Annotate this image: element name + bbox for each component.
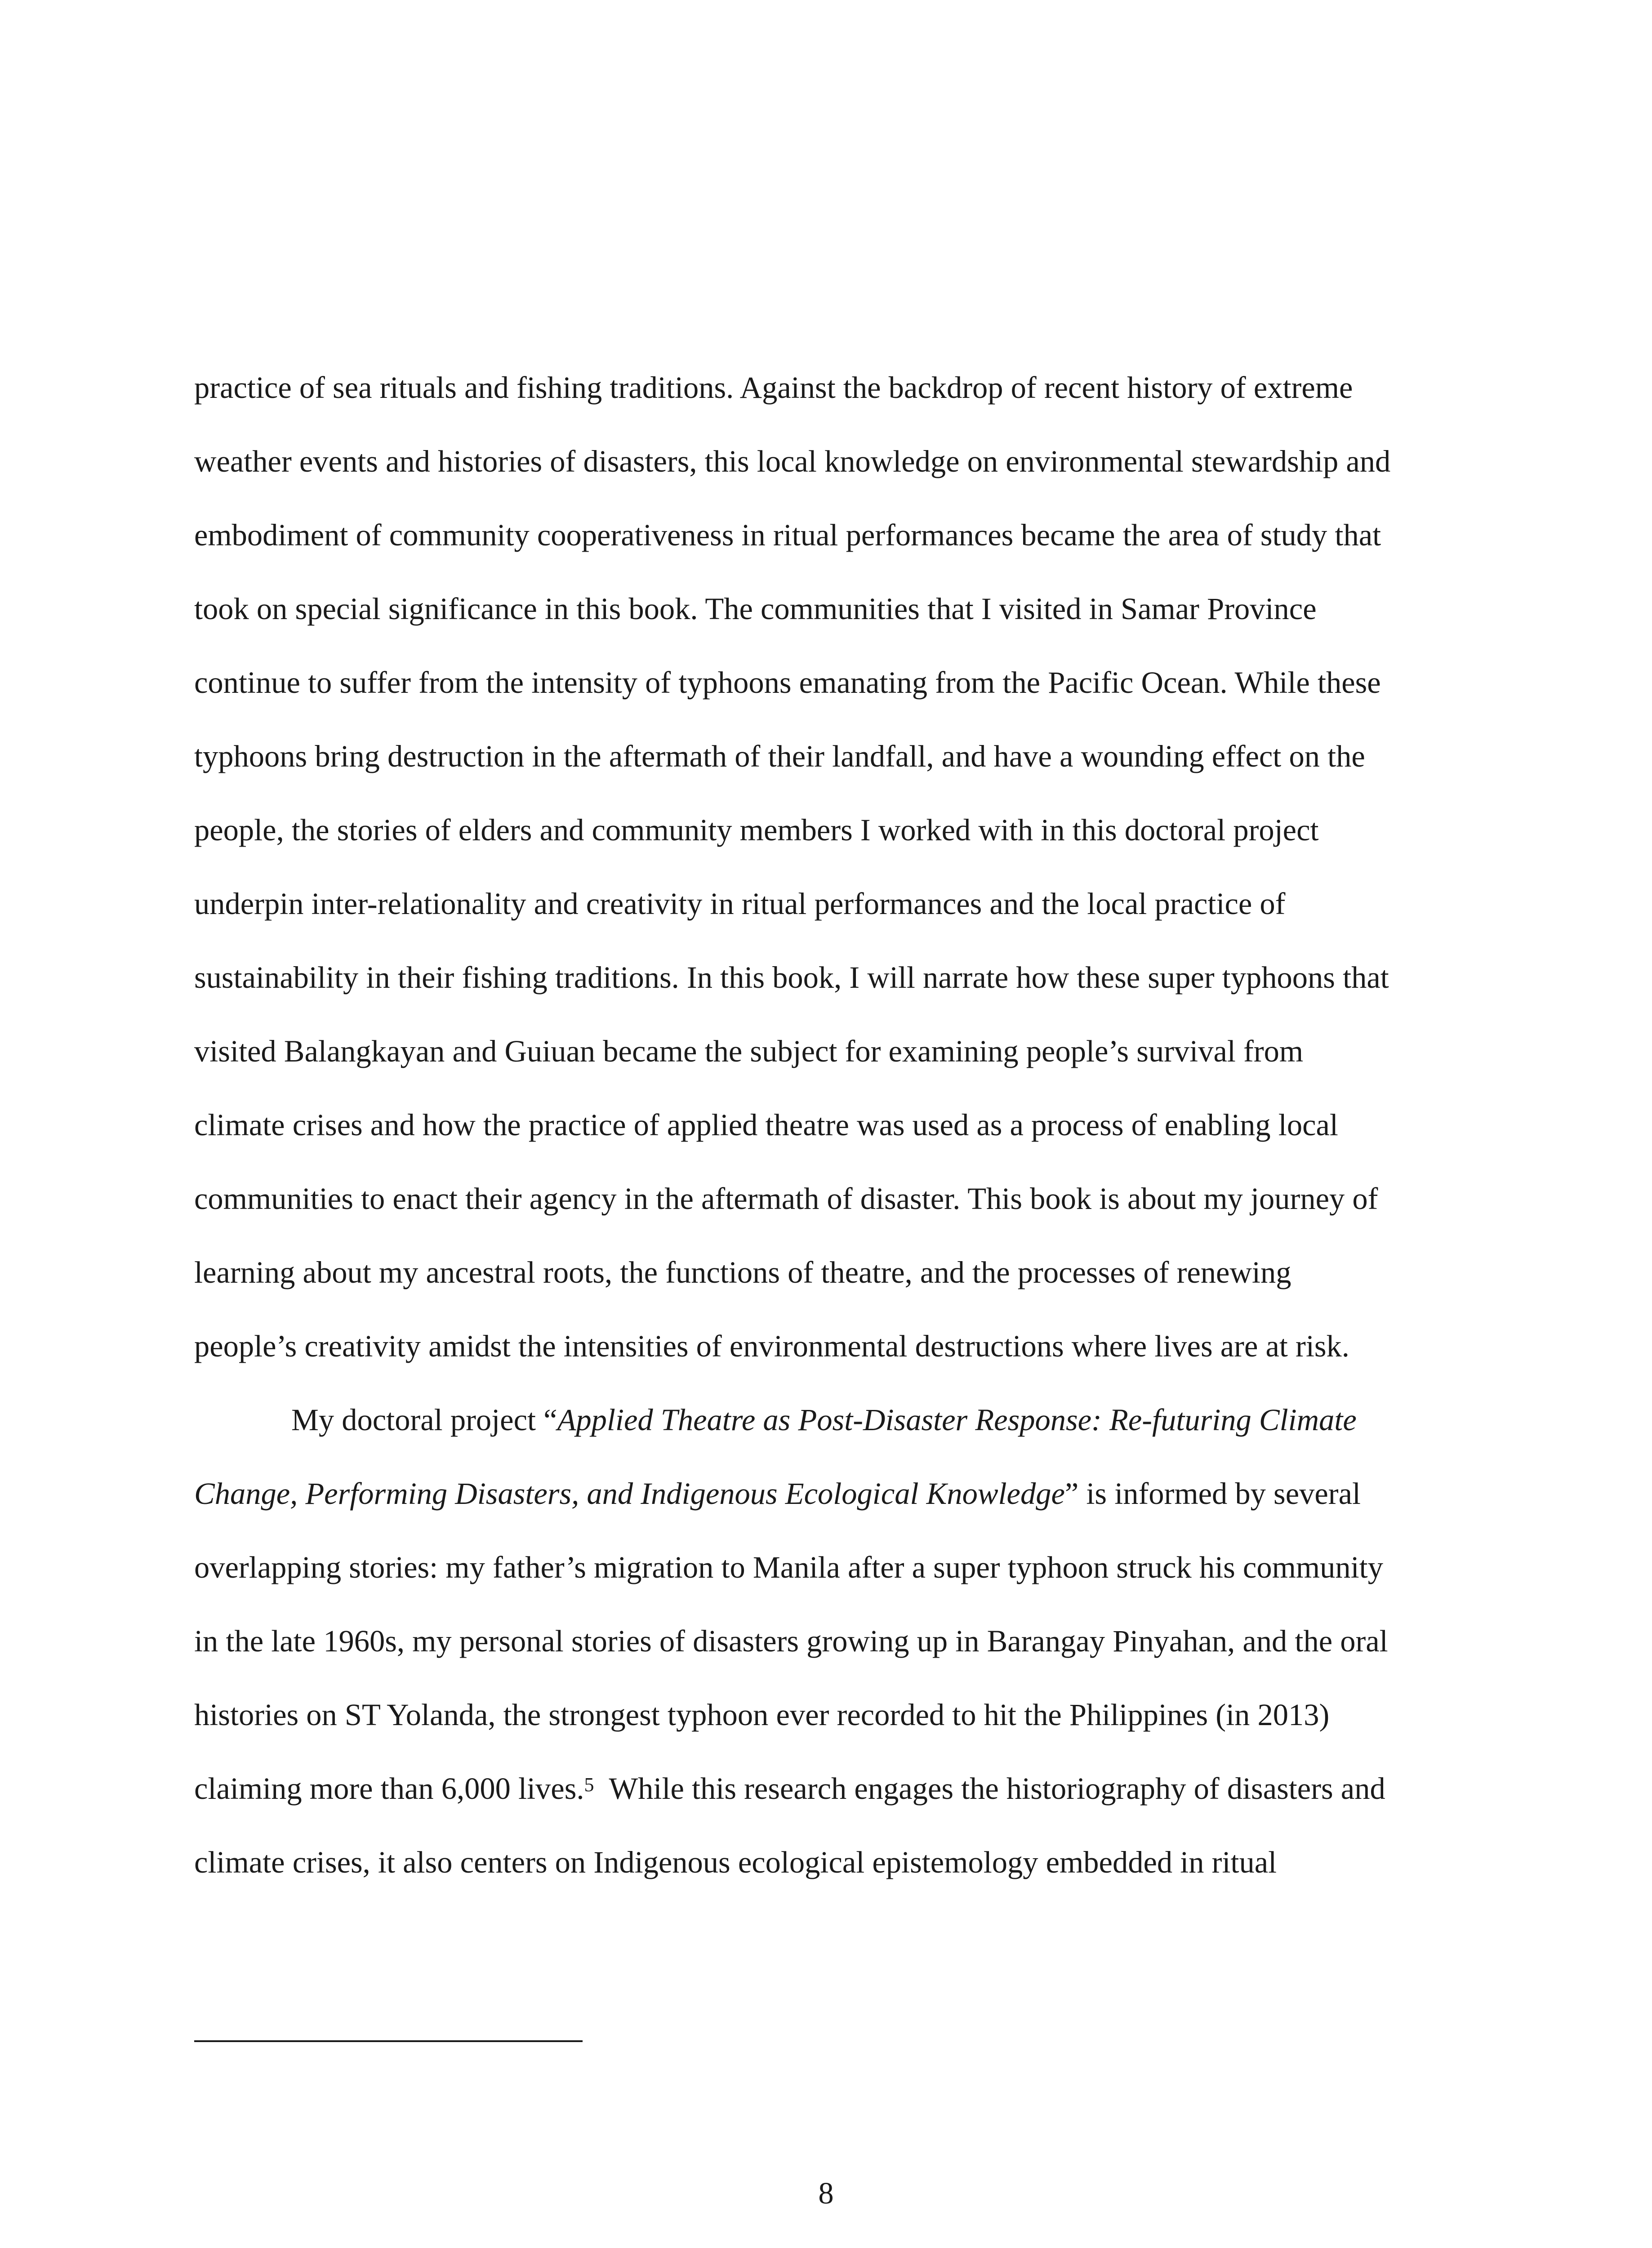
text-line: climate crises and how the practice of applied theatre was used as a process of enabling local <box>194 1108 1338 1142</box>
text-line <box>194 1383 1453 1457</box>
text-line: continue to suffer from the intensity of typhoons emanating from the Pacific Ocean. While these <box>194 665 1381 700</box>
footnote-separator <box>194 2040 583 2042</box>
project-title-italic: Applied Theatre as Post-Disaster Response: Re-futuring Climate <box>557 1403 1357 1437</box>
text-line: communities to enact their agency in the aftermath of disaster. This book is about my journey of <box>194 1182 1378 1216</box>
text-line <box>194 1752 1453 1825</box>
text-line <box>194 1457 1453 1530</box>
text-line: underpin inter-relationality and creativity in ritual performances and the local practice of <box>194 887 1286 921</box>
text-line: visited Balangkayan and Guiuan became the subject for examining people’s survival from <box>194 1034 1304 1068</box>
text-line: in the late 1960s, my personal stories of disasters growing up in Barangay Pinyahan, and the oral <box>194 1624 1388 1658</box>
text-line: sustainability in their fishing traditions. In this book, I will narrate how these super typhoons that <box>194 960 1389 995</box>
text-line: weather events and histories of disasters, this local knowledge on environmental stewardship and <box>194 444 1391 478</box>
text-line: practice of sea rituals and fishing traditions. Against the backdrop of recent history of extreme <box>194 370 1353 405</box>
paragraph-1 <box>194 351 1453 1383</box>
body-text <box>194 351 1453 1899</box>
text-line: learning about my ancestral roots, the functions of theatre, and the processes of renewing <box>194 1255 1291 1289</box>
text-line: climate crises, it also centers on Indigenous ecological epistemology embedded in ritual <box>194 1845 1277 1879</box>
page-number: 8 <box>818 2176 834 2210</box>
text-line: embodiment of community cooperativeness in ritual performances became the area of study that <box>194 518 1381 552</box>
text-line: people, the stories of elders and community members I worked with in this doctoral project <box>194 813 1319 847</box>
text-run: claiming more than 6,000 lives. <box>194 1771 584 1806</box>
text-line: histories on ST Yolanda, the strongest typhoon ever recorded to hit the Philippines (in 2013) <box>194 1698 1330 1732</box>
text-line: typhoons bring destruction in the aftermath of their landfall, and have a wounding effect on the <box>194 739 1365 773</box>
text-run: While this research engages the historiography of disasters and <box>594 1771 1385 1806</box>
text-run: My doctoral project “ <box>291 1403 557 1437</box>
text-line: took on special significance in this book. The communities that I visited in Samar Province <box>194 592 1317 626</box>
text-line: overlapping stories: my father’s migration to Manila after a super typhoon struck his community <box>194 1550 1383 1584</box>
footnote-reference[interactable]: 5 <box>584 1774 594 1796</box>
text-line: people’s creativity amidst the intensities of environmental destructions where lives are at risk. <box>194 1329 1349 1363</box>
text-run: ” is informed by several <box>1064 1476 1361 1511</box>
paragraph-2 <box>194 1383 1453 1899</box>
project-title-italic: Change, Performing Disasters, and Indigenous Ecological Knowledge <box>194 1476 1065 1511</box>
